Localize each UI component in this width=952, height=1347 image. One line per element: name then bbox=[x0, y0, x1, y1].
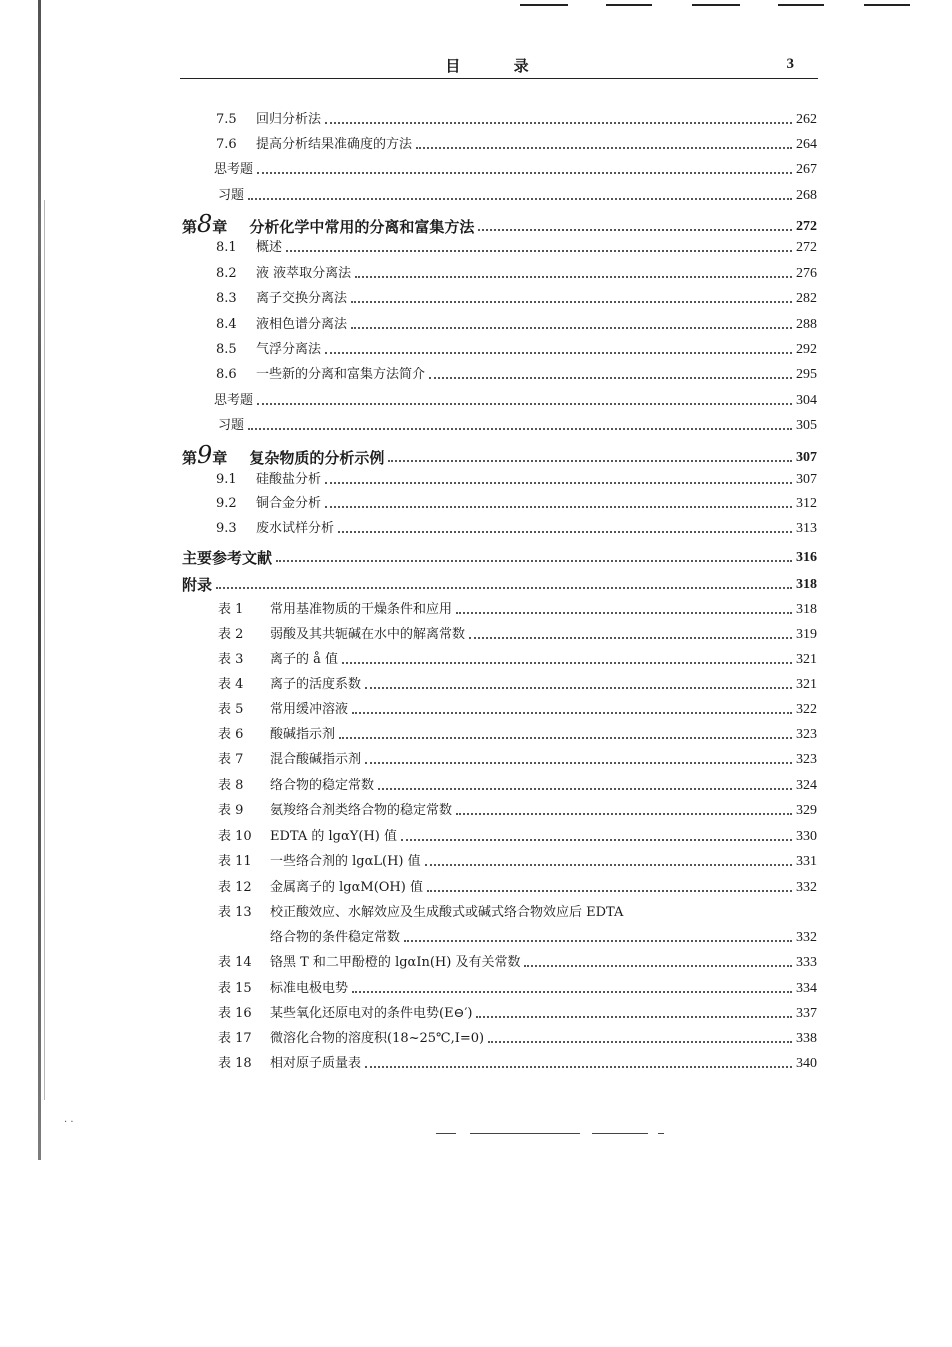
entry-page: 338 bbox=[796, 1031, 817, 1046]
entry-title: 微溶化合物的溶度积(18~25℃,I=0) bbox=[270, 1031, 485, 1046]
entry-page: 321 bbox=[796, 677, 817, 692]
entry-number: 表 2 bbox=[218, 627, 244, 642]
chapter-prefix: 第 bbox=[182, 449, 198, 467]
entry-title: 主要参考文献 bbox=[182, 549, 273, 567]
entry-page: 264 bbox=[796, 137, 817, 152]
entry-number: 表 16 bbox=[218, 1006, 252, 1021]
dot-leader bbox=[416, 147, 792, 149]
entry-title: 常用基准物质的干燥条件和应用 bbox=[270, 602, 453, 617]
scan-line bbox=[470, 1133, 580, 1134]
dot-leader bbox=[286, 250, 792, 252]
chapter-suffix: 章 bbox=[212, 218, 228, 236]
entry-number: 表 14 bbox=[218, 955, 252, 970]
dot-leader bbox=[401, 839, 792, 841]
entry-title: 某些氧化还原电对的条件电势(E⊖′) bbox=[270, 1006, 473, 1021]
toc-entry bbox=[270, 930, 817, 946]
entry-title: 相对原子质量表 bbox=[270, 1056, 362, 1071]
entry-page: 304 bbox=[796, 393, 817, 408]
scan-line bbox=[658, 1133, 664, 1134]
entry-page: 331 bbox=[796, 854, 817, 869]
entry-page: 282 bbox=[796, 291, 817, 306]
toc-entry bbox=[218, 652, 817, 668]
dot-leader bbox=[342, 662, 792, 664]
dot-leader bbox=[339, 737, 792, 739]
entry-page: 329 bbox=[796, 803, 817, 818]
entry-title: 酸碱指示剂 bbox=[270, 727, 336, 742]
binding-edge bbox=[38, 0, 41, 1160]
entry-page: 307 bbox=[796, 472, 817, 487]
entry-page: 330 bbox=[796, 829, 817, 844]
entry-title: 气浮分离法 bbox=[256, 342, 322, 357]
toc-entry bbox=[218, 778, 817, 794]
toc-entry bbox=[218, 752, 817, 768]
toc-entry bbox=[182, 210, 817, 238]
dot-leader bbox=[325, 122, 792, 124]
entry-title: 回归分析法 bbox=[256, 112, 322, 127]
page-number: 3 bbox=[786, 56, 794, 72]
dot-leader bbox=[257, 172, 792, 174]
entry-number: 表 12 bbox=[218, 880, 252, 895]
dot-leader bbox=[216, 587, 792, 589]
entry-title: 校正酸效应、水解效应及生成酸式或碱式络合物效应后 EDTA bbox=[270, 905, 624, 920]
entry-title: 金属离子的 lgαM(OH) 值 bbox=[270, 880, 423, 895]
entry-page: 272 bbox=[796, 219, 817, 234]
entry-page: 312 bbox=[796, 496, 817, 511]
entry-page: 272 bbox=[796, 240, 817, 255]
entry-number: 表 11 bbox=[218, 854, 252, 869]
entry-number: 表 18 bbox=[218, 1056, 252, 1071]
dot-leader bbox=[524, 965, 792, 967]
entry-number: 7.5 bbox=[216, 112, 237, 127]
toc-entry bbox=[218, 702, 817, 718]
entry-number: 表 3 bbox=[218, 652, 244, 667]
toc-entry bbox=[216, 496, 817, 512]
toc-entry bbox=[218, 955, 817, 971]
dot-leader bbox=[478, 229, 792, 231]
entry-number: 表 1 bbox=[218, 602, 244, 617]
toc-entry bbox=[218, 1006, 817, 1022]
entry-number: 表 10 bbox=[218, 829, 252, 844]
dot-leader bbox=[325, 482, 792, 484]
entry-title: 络合物的稳定常数 bbox=[270, 778, 375, 793]
toc-entry bbox=[218, 1056, 817, 1072]
dot-leader bbox=[276, 560, 792, 562]
toc-entry bbox=[182, 577, 817, 593]
entry-page: 307 bbox=[796, 450, 817, 465]
entry-page: 276 bbox=[796, 266, 817, 281]
dot-leader bbox=[248, 198, 792, 200]
entry-title: 复杂物质的分析示例 bbox=[249, 449, 385, 467]
entry-title: 提高分析结果准确度的方法 bbox=[256, 137, 413, 152]
entry-number: 表 5 bbox=[218, 702, 244, 717]
entry-title: 附录 bbox=[182, 576, 213, 594]
toc-entry bbox=[182, 550, 817, 566]
chapter-label bbox=[182, 441, 228, 469]
dot-leader bbox=[351, 327, 792, 329]
toc-entry bbox=[218, 602, 817, 618]
top-rule bbox=[520, 4, 568, 6]
dot-leader bbox=[476, 1016, 792, 1018]
dot-leader bbox=[338, 531, 792, 533]
dot-leader bbox=[352, 712, 792, 714]
chapter-label bbox=[182, 210, 228, 238]
entry-number: 表 9 bbox=[218, 803, 244, 818]
dot-leader bbox=[257, 403, 792, 405]
entry-title: 液 液萃取分离法 bbox=[256, 266, 352, 281]
entry-title: 一些新的分离和富集方法简介 bbox=[256, 367, 426, 382]
toc-entry bbox=[214, 393, 817, 409]
entry-title: 离子的活度系数 bbox=[270, 677, 362, 692]
toc-entry bbox=[216, 266, 817, 282]
entry-title: 离子的 å 值 bbox=[270, 652, 339, 667]
toc-entry bbox=[218, 627, 817, 643]
toc-entry bbox=[218, 1031, 817, 1047]
dot-leader bbox=[404, 940, 792, 942]
entry-page: 318 bbox=[796, 577, 817, 592]
entry-title: 硅酸盐分析 bbox=[256, 472, 322, 487]
dot-leader bbox=[325, 506, 792, 508]
entry-number: 8.1 bbox=[216, 240, 237, 255]
top-rule bbox=[778, 4, 824, 6]
entry-title: 习题 bbox=[218, 188, 245, 203]
entry-page: 268 bbox=[796, 188, 817, 203]
toc-entry bbox=[218, 829, 817, 845]
entry-page: 319 bbox=[796, 627, 817, 642]
entry-number: 9.2 bbox=[216, 496, 237, 511]
entry-number: 9.1 bbox=[216, 472, 237, 487]
dot-leader bbox=[351, 301, 792, 303]
toc-entry bbox=[216, 367, 817, 383]
top-rule bbox=[606, 4, 652, 6]
dot-leader bbox=[456, 813, 792, 815]
chapter-number: 9 bbox=[197, 441, 213, 469]
entry-page: 322 bbox=[796, 702, 817, 717]
entry-title: 思考题 bbox=[214, 393, 254, 408]
dot-leader bbox=[425, 864, 792, 866]
dot-leader bbox=[429, 377, 792, 379]
entry-page: 292 bbox=[796, 342, 817, 357]
toc-entry bbox=[216, 342, 817, 358]
entry-number: 9.3 bbox=[216, 521, 237, 536]
chapter-number: 8 bbox=[197, 210, 213, 238]
toc-entry bbox=[216, 137, 817, 153]
toc-entry bbox=[214, 162, 817, 178]
page-title: 目 录 bbox=[445, 57, 553, 75]
toc-entry bbox=[216, 317, 817, 333]
entry-number: 表 8 bbox=[218, 778, 244, 793]
entry-page: 333 bbox=[796, 955, 817, 970]
entry-title: 铜合金分析 bbox=[256, 496, 322, 511]
dot-leader bbox=[427, 890, 792, 892]
toc-entry bbox=[182, 441, 817, 469]
binding-edge-inner bbox=[44, 200, 45, 1100]
entry-page: 295 bbox=[796, 367, 817, 382]
dot-leader bbox=[488, 1041, 792, 1043]
entry-page: 332 bbox=[796, 880, 817, 895]
chapter-suffix: 章 bbox=[212, 449, 228, 467]
entry-title: 氨羧络合剂类络合物的稳定常数 bbox=[270, 803, 453, 818]
entry-page: 334 bbox=[796, 981, 817, 996]
toc-entry bbox=[216, 472, 817, 488]
entry-number: 表 17 bbox=[218, 1031, 252, 1046]
entry-number: 8.3 bbox=[216, 291, 237, 306]
entry-title: 废水试样分析 bbox=[256, 521, 335, 536]
entry-title: 混合酸碱指示剂 bbox=[270, 752, 362, 767]
toc-entry bbox=[218, 418, 817, 434]
entry-title: 弱酸及其共轭碱在水中的解离常数 bbox=[270, 627, 466, 642]
top-rule bbox=[692, 4, 740, 6]
scan-line bbox=[436, 1133, 456, 1134]
entry-page: 267 bbox=[796, 162, 817, 177]
dot-leader bbox=[365, 762, 792, 764]
entry-page: 323 bbox=[796, 752, 817, 767]
entry-page: 316 bbox=[796, 550, 817, 565]
entry-page: 288 bbox=[796, 317, 817, 332]
top-rule bbox=[864, 4, 910, 6]
toc-entry bbox=[218, 981, 817, 997]
toc-entry bbox=[218, 854, 817, 870]
entry-title: 液相色谱分离法 bbox=[256, 317, 348, 332]
toc-entry bbox=[218, 677, 817, 693]
entry-title: 概述 bbox=[256, 240, 283, 255]
dot-leader bbox=[248, 428, 792, 430]
toc-entry bbox=[216, 240, 817, 256]
entry-page: 321 bbox=[796, 652, 817, 667]
entry-number: 8.4 bbox=[216, 317, 237, 332]
dot-leader bbox=[365, 1066, 792, 1068]
entry-page: 340 bbox=[796, 1056, 817, 1071]
entry-number: 8.6 bbox=[216, 367, 237, 382]
dot-leader bbox=[456, 612, 792, 614]
scan-line bbox=[592, 1133, 648, 1134]
toc-entry bbox=[218, 880, 817, 896]
entry-page: 305 bbox=[796, 418, 817, 433]
entry-title: 铬黑 T 和二甲酚橙的 lgαIn(H) 及有关常数 bbox=[270, 955, 521, 970]
dot-leader bbox=[355, 276, 792, 278]
dot-leader bbox=[388, 460, 792, 462]
entry-number: 表 15 bbox=[218, 981, 252, 996]
entry-title: 习题 bbox=[218, 418, 245, 433]
entry-page: 337 bbox=[796, 1006, 817, 1021]
entry-title: 分析化学中常用的分离和富集方法 bbox=[249, 218, 475, 236]
entry-title: 离子交换分离法 bbox=[256, 291, 348, 306]
entry-page: 324 bbox=[796, 778, 817, 793]
toc-entry bbox=[218, 905, 817, 921]
entry-page: 313 bbox=[796, 521, 817, 536]
chapter-prefix: 第 bbox=[182, 218, 198, 236]
dot-leader bbox=[378, 788, 792, 790]
toc-entry bbox=[218, 727, 817, 743]
entry-title: 络合物的条件稳定常数 bbox=[270, 930, 401, 945]
entry-page: 332 bbox=[796, 930, 817, 945]
dot-leader bbox=[469, 637, 792, 639]
dot-leader bbox=[352, 991, 792, 993]
dot-leader bbox=[365, 687, 792, 689]
toc-entry bbox=[218, 188, 817, 204]
entry-page: 318 bbox=[796, 602, 817, 617]
entry-title: 思考题 bbox=[214, 162, 254, 177]
entry-number: 表 4 bbox=[218, 677, 244, 692]
toc-entry bbox=[216, 521, 817, 537]
entry-title: 一些络合剂的 lgαL(H) 值 bbox=[270, 854, 421, 869]
entry-page: 323 bbox=[796, 727, 817, 742]
entry-number: 表 13 bbox=[218, 905, 252, 920]
entry-title: 标准电极电势 bbox=[270, 981, 349, 996]
toc-entry bbox=[218, 803, 817, 819]
entry-page: 262 bbox=[796, 112, 817, 127]
entry-title: EDTA 的 lgαY(H) 值 bbox=[270, 829, 397, 844]
entry-number: 7.6 bbox=[216, 137, 237, 152]
page-header bbox=[180, 52, 818, 79]
entry-number: 表 6 bbox=[218, 727, 244, 742]
entry-number: 8.5 bbox=[216, 342, 237, 357]
scan-mark: · · bbox=[64, 1117, 74, 1128]
entry-number: 表 7 bbox=[218, 752, 244, 767]
entry-title: 常用缓冲溶液 bbox=[270, 702, 349, 717]
toc-entry bbox=[216, 112, 817, 128]
dot-leader bbox=[325, 352, 792, 354]
toc-entry bbox=[216, 291, 817, 307]
entry-number: 8.2 bbox=[216, 266, 237, 281]
